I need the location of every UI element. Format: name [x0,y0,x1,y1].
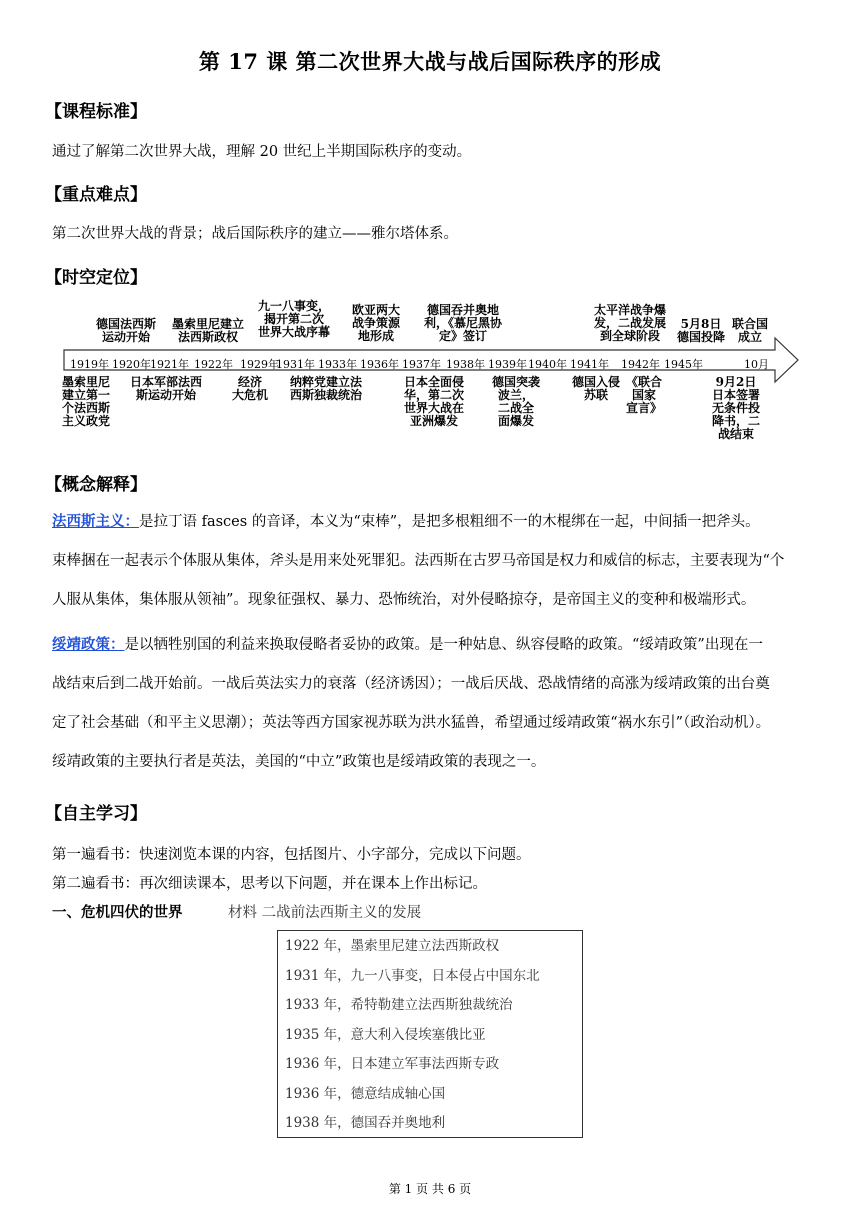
timeline-year: 1945年 [664,358,703,371]
appeasement-line-1: 是以牺牲别国的利益来换取侵略者妥协的政策。是一种姑息、纵容侵略的政策。“绥靖政策”出现在一 [124,637,763,653]
study-second: 第二遍看书：再次细读课本，思考以下问题，并在课本上作出标记。 [52,876,487,892]
material-row: 1922 年，墨索里尼建立法西斯政权 [285,938,500,954]
concept-appeasement [52,625,822,782]
timeline-year: 1939年 [488,358,527,371]
material-box [277,930,583,1138]
timeline-event-below: 纳粹党建立法 西斯独裁统治 [290,375,363,402]
appeasement-line-4: 绥靖政策的主要执行者是英法，美国的“中立”政策也是绥靖政策的表现之一。 [52,754,546,770]
material-row: 1936 年，日本建立军事法西斯专政 [285,1056,500,1072]
timeline-year: 1940年 [528,358,567,371]
fascism-term: 法西斯主义： [52,513,139,530]
fascism-line-3: 人服从集体，集体服从领袖”。现象征强权、暴力、恐怖统治，对外侵略掠夺，是帝国主义的变种和极端形式。 [52,592,756,608]
timeline-event-above: 欧亚两大 战争策源 地形成 [352,303,401,343]
material-row: 1935 年，意大利入侵埃塞俄比亚 [285,1026,486,1043]
timeline-event-below: 德国突袭 波兰， 二战全 面爆发 [492,375,541,428]
page-footer: 第 1 页 共 6 页 [388,1182,472,1196]
section-heading-concepts: 【概念解释】 [45,475,147,495]
material-row: 1933 年，希特勒建立法西斯独裁统治 [285,997,513,1013]
timeline-year: 1919年 [70,358,109,371]
timeline-year: 10月 [744,358,769,371]
material-row: 1938 年，德国吞并奥地利 [285,1115,446,1131]
keypoints-text: 第二次世界大战的背景；战后国际秩序的建立——雅尔塔体系。 [52,226,458,242]
timeline-event-below: 9月2日 日本签署 无条件投 降书，二 战结束 [712,375,761,441]
timeline-event-above: 德国法西斯 运动开始 [96,317,157,344]
timeline-event-below: 日本全面侵 华，第二次 世界大战在 亚洲爆发 [404,375,465,428]
fascism-line-1: 是拉丁语 fasces 的音译，本义为“束棒”，是把多根粗细不一的木棍绑在一起，中间插一把斧头。 [139,514,760,530]
timeline-event-above: 墨索里尼建立 法西斯政权 [172,317,245,344]
timeline-event-below: 墨索里尼 建立第一 个法西斯 主义政党 [62,375,111,428]
standard-text: 通过了解第二次世界大战，理解 20 世纪上半期国际秩序的变动。 [52,144,472,160]
timeline-event-below: 《联合 国家 宣言》 [626,375,663,415]
timeline-year: 1922年 [194,358,233,371]
material-row: 1931 年，九一八事变，日本侵占中国东北 [285,967,540,984]
timeline-year: 1929年 [240,358,279,371]
section-heading-standard: 【课程标准】 [45,102,147,122]
timeline-event-above: 5月8日 德国投降 [677,317,726,344]
material-row: 1936 年，德意结成轴心国 [285,1085,446,1102]
appeasement-line-2: 战结束后到二战开始前。一战后英法实力的衰落（经济诱因）；一战后厌战、恐战情绪的高涨为绥靖政策的出台奠 [52,676,770,692]
timeline-year: 1920年 [112,358,151,371]
timeline-event-below: 日本军部法西 斯运动开始 [130,375,203,402]
timeline-year: 1938年 [446,358,485,371]
timeline-event-below: 经济 大危机 [232,375,269,402]
timeline-year: 1931年 [276,358,315,371]
appeasement-term: 绥靖政策： [52,636,125,653]
appeasement-line-3: 定了社会基础（和平主义思潮）；英法等西方国家视苏联为洪水猛兽，希望通过绥靖政策“祸水东引”（政治动机）。 [52,715,771,731]
section-heading-keypoints: 【重点难点】 [45,185,147,205]
timeline-event-below: 德国入侵 苏联 [572,375,621,402]
concept-fascism [52,502,822,620]
material-label: 材料 二战前法西斯主义的发展 [228,905,422,921]
part1-title: 一、危机四伏的世界 [52,904,183,921]
section-heading-timeline: 【时空定位】 [45,268,147,288]
page-title: 第 17 课 第二次世界大战与战后国际秩序的形成 [198,49,662,74]
timeline-event-above: 太平洋战争爆 发，二战发展 到全球阶段 [594,303,667,343]
study-first: 第一遍看书：快速浏览本课的内容，包括图片、小字部分，完成以下问题。 [52,847,531,863]
timeline-event-above: 九一八事变， 揭开第二次 世界大战序幕 [258,299,331,339]
section-heading-self-study: 【自主学习】 [45,804,147,824]
fascism-line-2: 束棒捆在一起表示个体服从集体，斧头是用来处死罪犯。法西斯在古罗马帝国是权力和威信的标志，主要表现为“个 [52,553,785,569]
timeline-figure [0,0,860,460]
timeline-year: 1921年 [150,358,189,371]
timeline-year: 1933年 [318,358,357,371]
timeline-event-above: 德国吞并奥地 利，《慕尼黑协 定》签订 [424,303,503,343]
timeline-year: 1942年 [621,358,660,371]
timeline-year: 1936年 [360,358,399,371]
timeline-year: 1941年 [570,358,609,371]
timeline-year: 1937年 [402,358,441,371]
timeline-event-above: 联合国 成立 [732,317,769,344]
